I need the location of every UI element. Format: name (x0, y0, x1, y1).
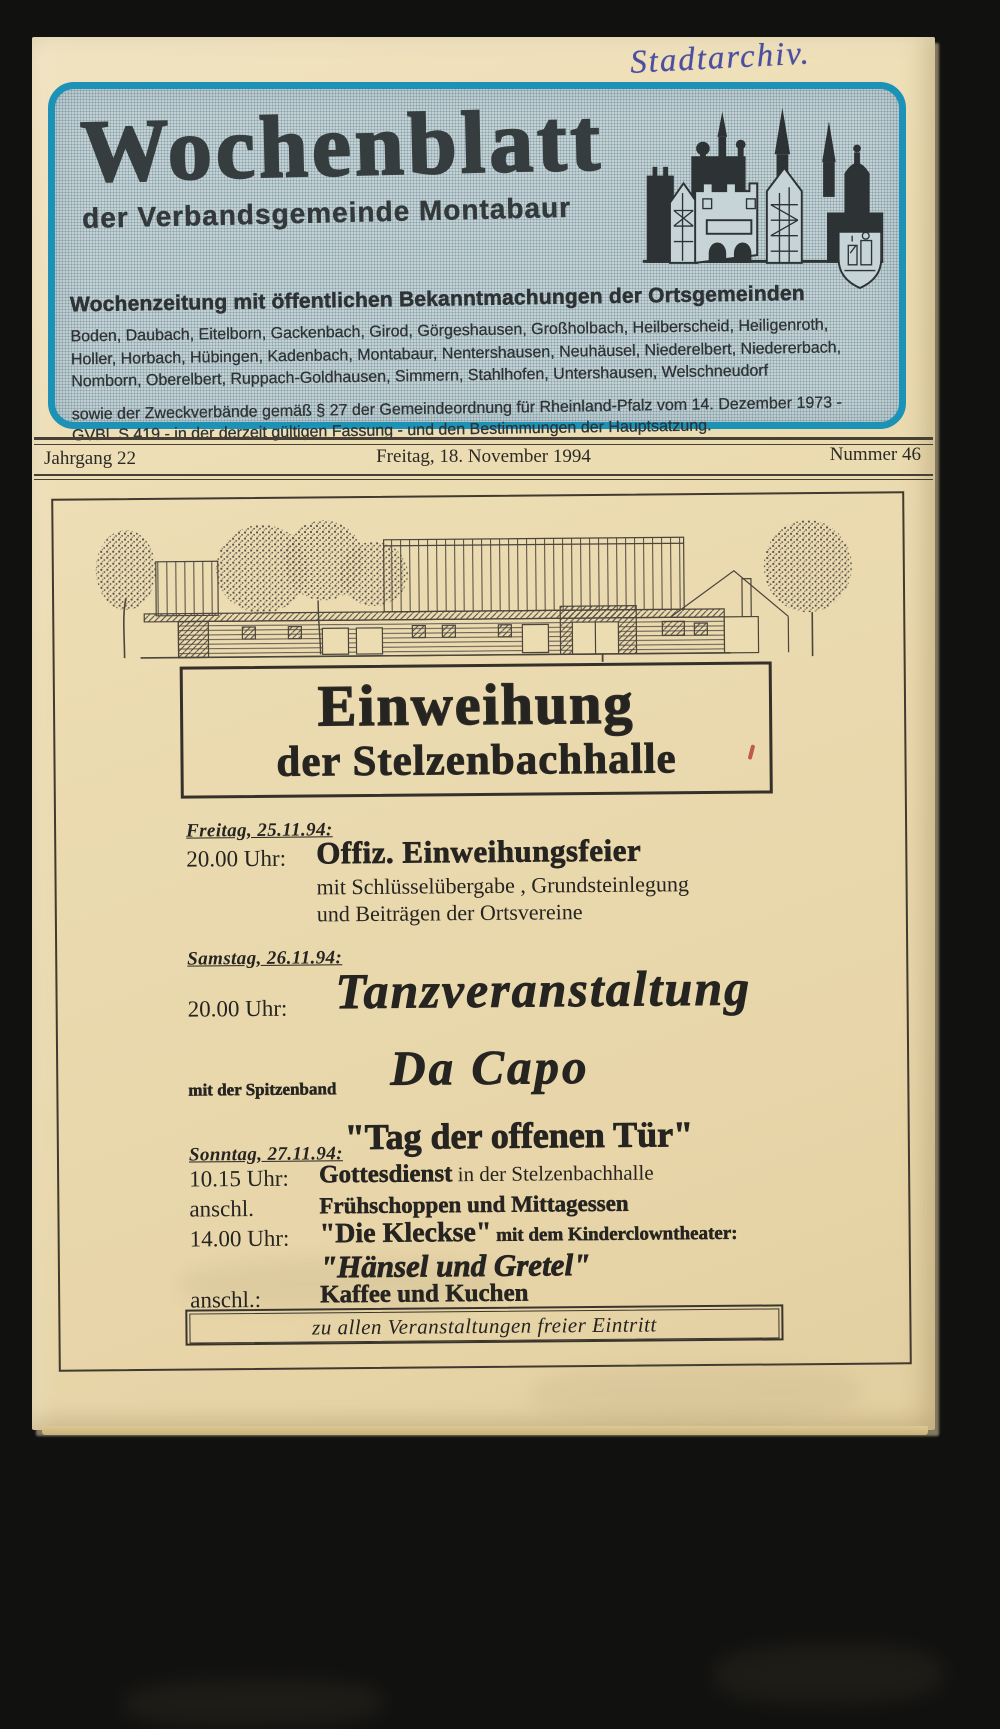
legal-line: GVBl. S 419 - in der derzeit gültigen Fassung - und den Bestimmungen der Hauptsatzung. (71, 416, 712, 444)
band-label: mit der Spitzenband (188, 1079, 337, 1100)
theater-description: mit dem Kinderclowntheater: (491, 1222, 738, 1246)
event-saturday-time: 20.00 Uhr: (187, 995, 288, 1022)
service-location: in der Stelzenbachhalle (452, 1160, 654, 1187)
newspaper-subtitle: der Verbandsgemeinde Montabaur (81, 191, 572, 234)
issue-bottom-rule (34, 474, 933, 480)
event-friday-title: Offiz. Einweihungsfeier (316, 832, 642, 871)
ink-bleed-smudge (124, 1678, 384, 1728)
municipality-line: Holler, Horbach, Hübingen, Kadenbach, Montabaur, Nentershausen, Neuhäusel, Niederelbert, Niedererbach, (70, 338, 842, 368)
free-entry-box (185, 1304, 783, 1345)
masthead-title-block (79, 92, 606, 235)
newspaper-page (32, 37, 935, 1430)
service-time: 10.15 Uhr: (189, 1165, 289, 1192)
free-entry-text: zu allen Veranstaltungen freier Eintritt (189, 1308, 779, 1343)
newspaper-title: Wochenblatt (79, 92, 605, 201)
handwritten-archive-note: Stadtarchiv. (629, 35, 812, 81)
municipality-line: Boden, Daubach, Eitelborn, Gackenbach, Girod, Görgeshausen, Großholbach, Heilberscheid, Heiligenroth, (70, 316, 829, 346)
event-friday-label: Freitag, 25.11.94: (186, 819, 333, 842)
ink-bleed-smudge (713, 1643, 944, 1705)
masthead-lower-block (70, 281, 888, 446)
theater-title: "Die Kleckse" (319, 1216, 492, 1250)
coffee-time: anschl.: (190, 1286, 262, 1313)
event-friday-detail: und Beiträgen der Ortsvereine (316, 899, 583, 927)
announcement-title: Einweihung (317, 670, 635, 739)
inauguration-announcement (51, 491, 912, 1371)
announcement-title-box (180, 661, 773, 798)
issue-top-rule (34, 437, 933, 445)
stacked-page-edge (42, 1426, 928, 1435)
masthead (48, 82, 906, 444)
service-title: Gottesdienst (319, 1160, 453, 1189)
montabaur-skyline-illustration (637, 93, 889, 297)
masthead-tagline: Wochenzeitung mit öffentlichen Bekanntmachungen der Ortsgemeinden (69, 281, 805, 317)
brunch-title: Frühschoppen und Mittagessen (319, 1190, 629, 1219)
issue-number: Nummer 46 (829, 444, 921, 465)
coat-of-arms (839, 232, 882, 288)
ink-bleed-smudge (531, 1364, 861, 1422)
theater-time: 14.00 Uhr: (189, 1225, 290, 1252)
service-row (319, 1159, 654, 1190)
issue-info-bar (44, 445, 923, 471)
event-friday-detail: mit Schlüsselübergabe , Grundsteinlegung (316, 871, 690, 900)
event-friday-time: 20.00 Uhr: (186, 845, 287, 872)
event-sunday-label: Sonntag, 27.11.94: (188, 1143, 343, 1166)
event-saturday-label: Samstag, 26.11.94: (187, 947, 343, 970)
theater-row (319, 1215, 737, 1251)
dance-event-title: Tanzveranstaltung (335, 959, 752, 1020)
issue-volume: Jahrgang 22 (44, 448, 136, 469)
stelzenbachhalle-drawing (81, 508, 876, 667)
brunch-time: anschl. (189, 1195, 255, 1222)
issue-date: Freitag, 18. November 1994 (376, 446, 591, 467)
band-name: Da Capo (389, 1039, 590, 1096)
announcement-subtitle: der Stelzenbachhalle (276, 735, 677, 786)
open-day-headline: "Tag der offenen Tür" (344, 1114, 694, 1158)
legal-line: sowie der Zweckverbände gemäß § 27 der Gemeindeordnung für Rheinland-Pfalz vom 14. Dezember 1973 - (71, 393, 842, 423)
municipality-line: Nomborn, Oberelbert, Ruppach-Goldhausen, Simmern, Stahlhofen, Untershausen, Welschneudorf (71, 362, 769, 391)
municipality-list (70, 314, 887, 394)
coffee-title: Kaffee und Kuchen (320, 1279, 529, 1309)
theater-play-title: "Hänsel und Gretel" (319, 1247, 591, 1285)
